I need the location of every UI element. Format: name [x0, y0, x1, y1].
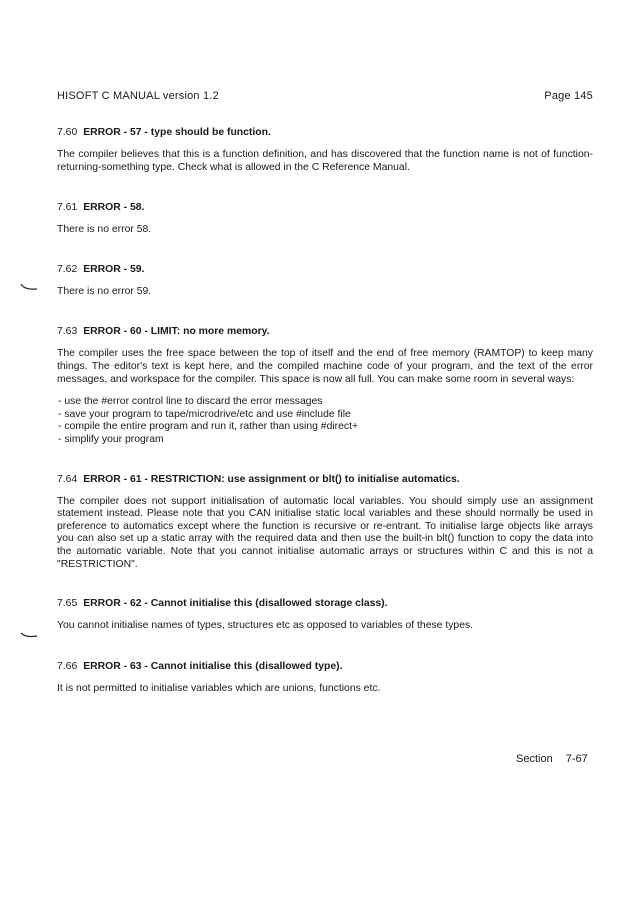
section-number: 7.64 — [57, 473, 78, 485]
section-7-66 — [57, 660, 593, 696]
section-title: ERROR - 60 - LIMIT: no more memory. — [83, 326, 270, 338]
section-heading — [57, 126, 593, 139]
section-body: There is no error 58. — [57, 224, 152, 236]
list-item: - use the #error control line to discard the error messages — [58, 396, 323, 408]
section-heading — [57, 660, 593, 673]
section-title: ERROR - 59. — [83, 263, 145, 275]
section-heading — [57, 263, 593, 276]
section-body: The compiler believes that this is a function definition, and has discovered that the function name is not of function-returning-something type. Check what is allowed in the C Reference Manual. — [57, 149, 593, 173]
section-7-62 — [57, 263, 593, 299]
section-number: 7.60 — [57, 127, 78, 138]
section-heading — [57, 473, 593, 486]
section-title: ERROR - 62 - Cannot initialise this (disallowed storage class). — [83, 598, 388, 610]
page-number: Page 145 — [544, 90, 593, 102]
section-7-60 — [57, 126, 593, 174]
section-title: ERROR - 58. — [83, 202, 145, 214]
section-title: ERROR - 61 - RESTRICTION: use assignment or blt() to initialise automatics. — [83, 473, 460, 485]
section-number: 7.63 — [57, 326, 78, 338]
section-body: There is no error 59. — [57, 285, 152, 297]
section-title: ERROR - 57 - type should be function. — [83, 127, 271, 138]
list-item: - compile the entire program and run it, rather than using #direct+ — [58, 421, 359, 433]
section-7-63 — [57, 325, 593, 446]
section-7-65 — [57, 597, 593, 633]
section-number: 7.66 — [57, 660, 78, 672]
section-heading — [57, 597, 593, 610]
section-body: You cannot initialise names of types, structures etc as opposed to variables of these types. — [57, 620, 474, 632]
section-number: 7.62 — [57, 263, 78, 275]
scan-mark — [20, 284, 38, 290]
section-number: 7.61 — [57, 202, 78, 214]
list-item: - simplify your program — [58, 433, 164, 445]
section-body: It is not permitted to initialise variables which are unions, functions etc. — [57, 682, 381, 694]
section-body: The compiler does not support initialisation of automatic local variables. You should simply use an assignment statement instead. Please note that you CAN initialise static local variables and these should normally be used in preference to automatics except where the function is recursive or re-entrant. To initialise large objects like arrays you can also set up a static array with the required data and then use the built-in blt() function to copy the data into the automatic variable. Note that you cannot initialise automatic arrays or structures within C and this is not a "RESTRICTION". — [57, 495, 593, 570]
section-title: ERROR - 63 - Cannot initialise this (disallowed type). — [83, 660, 343, 672]
memory-tips-list — [57, 396, 593, 446]
scan-mark — [20, 632, 38, 638]
section-heading — [57, 201, 593, 214]
section-7-64 — [57, 473, 593, 572]
list-item: - save your program to tape/microdrive/etc and use #include file — [58, 408, 351, 420]
page-footer: Section 7-67 — [516, 753, 588, 765]
section-number: 7.65 — [57, 598, 78, 610]
page-content — [57, 126, 593, 695]
manual-title: HISOFT C MANUAL version 1.2 — [57, 90, 219, 102]
section-heading — [57, 325, 593, 338]
section-7-61 — [57, 201, 593, 237]
section-body: The compiler uses the free space between the top of itself and the end of free memory (RAMTOP) to keep many things. The editor's text is kept here, and the compiled machine code of your program, and the text of the error messages, and workspace for the compiler. This space is now all full. You can make some room in several ways: — [57, 348, 593, 385]
